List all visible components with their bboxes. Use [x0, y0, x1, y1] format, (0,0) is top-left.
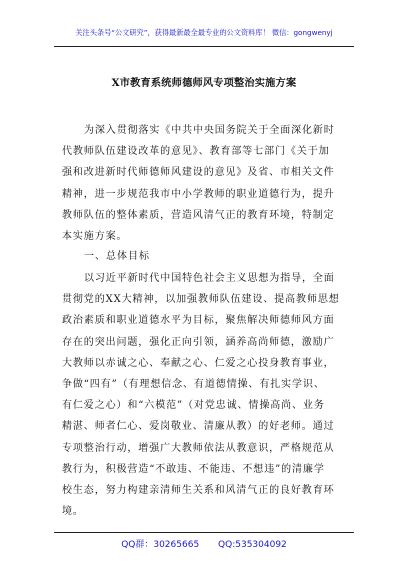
- footer-qq-group: QQ群：30265665: [121, 540, 200, 550]
- goals-line: 大教师以赤诚之心、奉献之心、仁爱之心投身教育事业，: [62, 357, 335, 369]
- header-promo-note: 关注头条号“公文研究”，获得最新最全最专业的公文资料库！ 微信：gongwenyj: [75, 28, 333, 37]
- goals-line: 精湛、师者仁心、爱岗敬业、清廉从教）的好老师。通过: [62, 421, 335, 433]
- goals-line: 政治素质和职业道德水平为目标，聚焦解决师德师风方面: [62, 315, 335, 327]
- intro-line: 为深入贯彻落实《中共中央国务院关于全面深化新时: [84, 125, 335, 136]
- goals-line: 教行为，积极营造“不敢违、不能违、不想违”的清廉学: [62, 463, 325, 475]
- goals-line: 校生态，努力构建亲清师生关系和风清气正的良好教育环: [62, 485, 335, 497]
- intro-line: 本实施方案。: [62, 231, 128, 243]
- goals-line: 以习近平新时代中国特色社会主义思想为指导，全面: [84, 273, 335, 284]
- intro-line: 强和改进新时代师德师风建设的意见》及省、市相关文件: [62, 167, 335, 179]
- goals-line: 存在的突出问题，强化正向引领，涵养高尚师德，激励广: [62, 336, 335, 348]
- footer-divider: [54, 532, 354, 533]
- goals-line: 境。: [62, 506, 84, 518]
- goals-line: 有仁爱之心）和“六模范”（对党忠诚、情操高尚、业务: [62, 400, 325, 412]
- goals-line: 贯彻党的XX大精神，以加强教师队伍建设、提高教师思想: [62, 294, 340, 306]
- goals-line: 争做“四有”（有理想信念、有道德情操、有扎实学识、: [62, 379, 325, 391]
- section-heading-goals: 一、总体目标: [84, 251, 150, 262]
- goals-paragraph: [62, 268, 352, 522]
- header-divider: [54, 46, 354, 47]
- footer-contact: [0, 537, 408, 550]
- intro-line: 代教师队伍建设改革的意见》、教育部等七部门《关于加: [62, 146, 330, 158]
- intro-line: 教师队伍的整体素质，营造风清气正的教育环境，特制定: [62, 209, 335, 221]
- footer-qq-number: QQ:535304092: [218, 540, 287, 550]
- intro-line: 精神，进一步规范我市中小学教师的职业道德行为，提升: [62, 188, 335, 200]
- intro-paragraph: [62, 120, 352, 247]
- document-title: X市教育系统师德师风专项整治实施方案: [111, 77, 297, 89]
- goals-line: 专项整治行动，增强广大教师依法从教意识，严格规范从: [62, 442, 335, 454]
